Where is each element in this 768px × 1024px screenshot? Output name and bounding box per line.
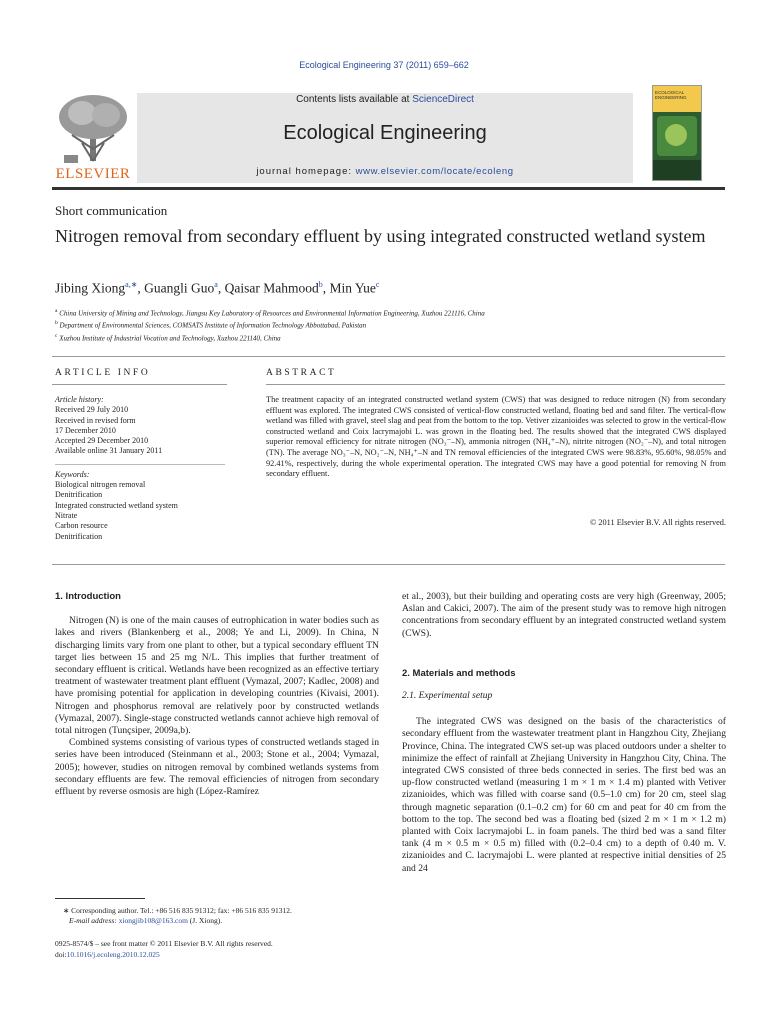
intro-paragraph-1: Nitrogen (N) is one of the main causes of eutrophication in water bodies such as lakes and rivers (Blankenberg et al., 2008; Ye and Li, 2009). In China, N discharging limits vary from one plant to other, but a typical secondary effluent TN target lies between 15 and 25 mg N/L. This implies that further treatment of secondary effluent is critical. Wetlands have been recognized as an effective tertiary treatment of wastewater treatment plant effluent (Vymazal, 2007; Kadlec, 2008) and have promising potential for application in developing countries (Kivaisi, 2001). Nitrogen and phosphorus removal are relatively poor by constructed wetlands (Vymazal, 2007). Single-stage constructed wetlands cannot achieve high removal of total nitrogen (Tunçsiper, 2009a,b).: [55, 615, 379, 737]
history-item: Received in revised form: [55, 415, 136, 425]
keyword-item: Denitrification: [55, 531, 103, 541]
section-heading-methods: 2. Materials and methods: [402, 667, 516, 679]
affiliations: [55, 306, 715, 343]
body-right-column: [402, 591, 726, 875]
journal-homepage-link[interactable]: www.elsevier.com/locate/ecoleng: [355, 166, 514, 177]
author-name[interactable]: Jibing Xiong: [55, 280, 126, 296]
affiliation-text: China University of Mining and Technology, Jiangsu Key Laboratory of Resources and Environmental Information Engineering, Xuzhou 221116, China: [59, 309, 485, 318]
doi-line: [55, 949, 273, 960]
footnote-rule: [55, 898, 145, 899]
contents-prefix: Contents lists available at: [296, 94, 413, 105]
sciencedirect-link[interactable]: ScienceDirect: [412, 94, 474, 105]
intro-paragraph-2: Combined systems consisting of various types of constructed wetlands staged in series have been introduced (Steinmann et al., 2003; Stone et al., 2004; Vymazal, 2005); however, studies on nitrogen removal by combined wetlands systems from secondary effluents are few. The removal efficiencies of nitrogen from secondary effluent by reverse osmosis are high (López-Ramírez: [55, 737, 379, 798]
affiliation-mark: b: [55, 320, 58, 327]
author-affiliation-mark[interactable]: a,∗: [125, 280, 138, 289]
keyword-item: Nitrate: [55, 510, 78, 520]
subsection-heading-setup: 2.1. Experimental setup: [402, 691, 493, 702]
header-rule: [52, 187, 725, 190]
history-item: Accepted 29 December 2010: [55, 436, 149, 446]
article-title: Nitrogen removal from secondary effluent by using integrated constructed wetland system: [55, 226, 706, 246]
affiliation-text: Department of Environmental Sciences, COMSATS Institute of Information Technology Abbottabad, Pakistan: [59, 321, 367, 330]
doi-link[interactable]: 10.1016/j.ecoleng.2010.12.025: [66, 950, 160, 959]
page-footer: [55, 938, 273, 960]
abstract-text: The treatment capacity of an integrated constructed wetland system (CWS) that was designed to reduce nitrogen (N) from secondary effluent was explored. The integrated CWS consisted of vertical-flow constructed wetland, floating bed and sand filter. The vertical-flow wetland was filled with gravel, steel slag and peat from the bottom to the top. Vetiver zizanioides was selected to grow in the vertical-flow constructed wetland and Coix lacrymajobi L. was grown in the floating bed. The results showed that the integrated CWS displayed superior removal efficiency for nitrate nitrogen (NO₃⁻–N), ammonia nitrogen (NH₄⁺–N), nitrite nitrogen (NO₂⁻–N), and total nitrogen (TN). The average NO₃⁻–N, NO₂⁻–N, NH₄⁺–N and TN removal efficiencies of the integrated CWS were 98.83%, 95.60%, 98.05% and 92.41%, respectively, during the whole experimental operation. The integrated CWS may have a good potential for removing N from secondary effluent.: [266, 395, 726, 479]
history-item: 17 December 2010: [55, 425, 116, 435]
author-name[interactable]: Qaisar Mahmood: [224, 280, 319, 296]
corresponding-author-footnote: [55, 906, 385, 926]
abstract-copyright: © 2011 Elsevier B.V. All rights reserved.: [589, 518, 726, 527]
keywords-label: Keywords:: [55, 469, 90, 479]
affiliation-item: [55, 331, 715, 343]
journal-reference[interactable]: Ecological Engineering 37 (2011) 659–662: [299, 60, 469, 70]
history-label: Article history:: [55, 395, 104, 404]
keyword-item: Denitrification: [55, 490, 103, 500]
article-info-box: [55, 395, 225, 542]
keyword-item: Carbon resource: [55, 521, 108, 531]
affiliation-item: [55, 306, 715, 318]
cover-title: ECOLOGICAL ENGINEERING: [655, 90, 687, 100]
abstract-heading: ABSTRACT: [266, 368, 337, 378]
elsevier-logo-text: ELSEVIER: [55, 166, 131, 182]
email-suffix: (J. Xiong).: [187, 916, 223, 925]
article-type: Short communication: [55, 203, 168, 218]
author-affiliation-mark[interactable]: b: [318, 280, 323, 289]
journal-cover-thumbnail[interactable]: [652, 85, 702, 181]
intro-continuation-paragraph: et al., 2003), but their building and operating costs are very high (Greenway, 2005; Aslan and Cakici, 2007). The aim of the present study was to remove high nitrogen concentrations from secondary effluent by an integrated constructed wetland system (CWS).: [402, 591, 726, 639]
journal-homepage-line: [137, 166, 633, 177]
email-link[interactable]: xiongjib108@163.com: [118, 916, 188, 925]
article-info-heading: ARTICLE INFO: [55, 368, 151, 378]
author-name[interactable]: Guangli Guo: [144, 280, 215, 296]
author-name[interactable]: Min Yue: [329, 280, 376, 296]
journal-title: Ecological Engineering: [283, 122, 487, 144]
email-line: [55, 916, 385, 926]
author-affiliation-mark[interactable]: c: [375, 280, 380, 289]
corresponding-author-line: ∗ Corresponding author. Tel.: +86 516 835 91312; fax: +86 516 835 91312.: [63, 906, 292, 915]
author-affiliation-mark[interactable]: a: [214, 280, 218, 289]
setup-paragraph-1: The integrated CWS was designed on the basis of the characteristics of secondary effluent from the wastewater treatment plant in Hangzhou City, Zhejiang Province, China. The integrated CWS set-up was placed outdoors under a shelter to minimize the effect of rainfall at Zhejiang University in Hangzhou City, China. The integrated CWS consisted of three beds connected in series. The first bed was an up-flow constructed wetland (measuring 1 m × 1 m × 1.4 m) planted with Vetiver zizanioides, which was filled with coarse sand (0.5–1.0 cm) for 20 cm, steel slag through magnetic separation (0.1–0.2 cm) for 60 cm and peat for 40 cm from the bottom to the top. The second bed was a floating bed (sized 2 m × 1 m × 1.2 m) planted with Coix lacrymajobi L. in foam panels. The third bed was a sand filter tank (4 m × 0.5 m × 0.5 m) filled with (0.2–0.4 cm) to a depth of 0.40 m. V. zizanioides and C. lacrymajobi L. were planted at respective initial densities of 25 and 24: [402, 716, 726, 874]
contents-line: [137, 94, 633, 105]
section-heading-introduction: 1. Introduction: [55, 591, 121, 602]
info-divider: [55, 464, 225, 465]
keyword-item: Integrated constructed wetland system: [55, 500, 178, 510]
affiliation-mark: a: [55, 308, 58, 314]
doi-label: doi:: [55, 950, 67, 959]
email-label: E-mail address:: [69, 916, 117, 925]
abstract-rule: [266, 384, 725, 385]
author-list: Jibing Xiong$^{a,∗}$, Guangli Guo$^a$, Qaisar Mahmood$^b$, Min Yue$^c$: [55, 280, 380, 296]
title-block-rule: [52, 356, 725, 357]
abstract-bottom-rule: [52, 564, 725, 565]
keyword-item: Biological nitrogen removal: [55, 480, 146, 490]
body-left-column: [55, 591, 379, 798]
affiliation-mark: c: [55, 332, 58, 339]
affiliation-item: [55, 318, 715, 330]
article-info-rule: [52, 384, 227, 385]
affiliation-text: Xuzhou Institute of Industrial Vocation and Technology, Xuzhou 221140, China: [59, 333, 281, 342]
homepage-prefix: journal homepage:: [256, 166, 356, 177]
history-item: Received 29 July 2010: [55, 405, 129, 415]
issn-line: 0925-8574/$ – see front matter © 2011 Elsevier B.V. All rights reserved.: [55, 939, 273, 948]
history-item: Available online 31 January 2011: [55, 446, 163, 456]
